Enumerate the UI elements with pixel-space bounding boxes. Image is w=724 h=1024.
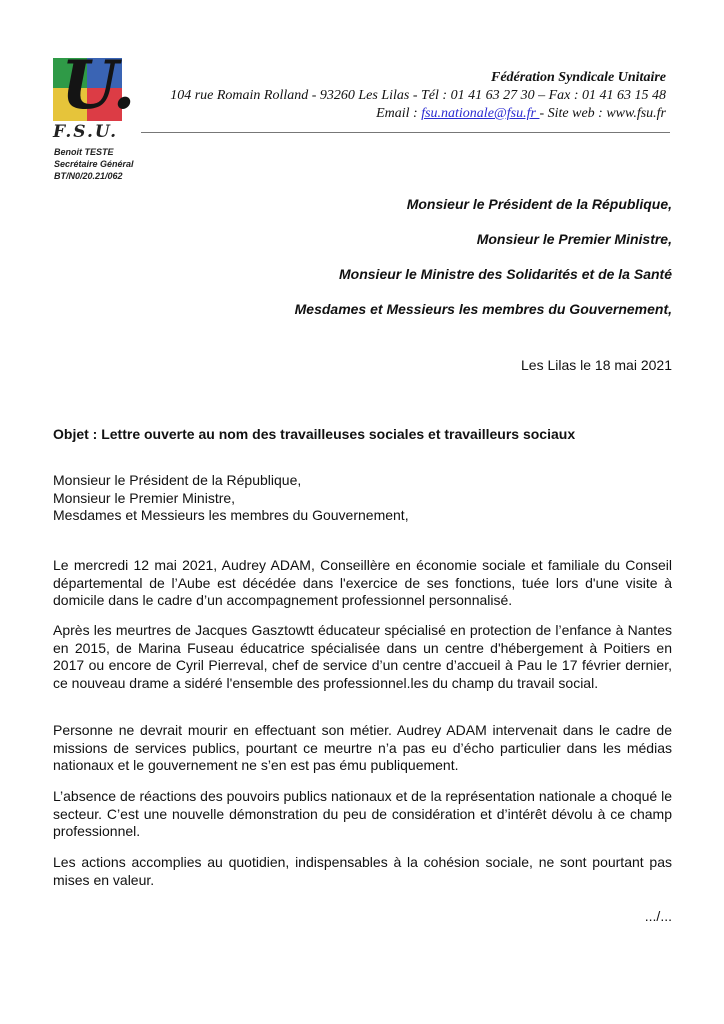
reference-number: BT/N0/20.21/062: [54, 171, 123, 181]
recipient: Monsieur le Président de la République,: [406, 196, 672, 212]
organization-name: Fédération Syndicale Unitaire: [491, 70, 666, 85]
recipients-block: [295, 196, 672, 336]
signatory-name: Benoit TESTE: [54, 147, 114, 157]
logo-letter: U.: [61, 46, 136, 124]
email-link[interactable]: fsu.nationale@fsu.fr: [421, 106, 540, 121]
contact-line: [170, 105, 666, 123]
salutation-line: Monsieur le Premier Ministre,: [53, 489, 236, 506]
salutation-line: Mesdames et Messieurs les membres du Gouvernement,: [53, 507, 409, 523]
recipient: Monsieur le Ministre des Solidarités et de la Santé: [339, 266, 672, 282]
fsu-logo: [53, 46, 136, 124]
recipient: Monsieur le Premier Ministre,: [476, 231, 672, 247]
header-divider: [141, 132, 670, 133]
signatory-title: Secrétaire Général: [54, 159, 134, 169]
email-label: Email :: [376, 106, 422, 121]
letter-date: Les Lilas le 18 mai 2021: [521, 357, 672, 373]
signatory-block: [54, 146, 134, 182]
paragraph: Personne ne devrait mourir en effectuant son métier. Audrey ADAM intervenait dans le cadre de missions de services publics, pourtant ce meurtre n’a pas eu d’écho particulier dans les médias nationaux et le gouvernement ne s’en est pas ému publiquement.: [53, 722, 672, 773]
website-text: - Site web : www.fsu.fr: [539, 106, 666, 121]
paragraph: Les actions accomplies au quotidien, indispensables à la cohésion sociale, ne sont pourtant pas mises en valeur.: [53, 854, 672, 888]
letterhead: [170, 69, 666, 123]
subject-line: Objet : Lettre ouverte au nom des travailleuses sociales et travailleurs sociaux: [53, 426, 576, 442]
paragraph: L’absence de réactions des pouvoirs publics nationaux et de la représentation nationale a choqué le secteur. C’est une nouvelle démonstration du peu de considération et d’intérêt dévolu à ce champ professionnel.: [53, 788, 672, 839]
paragraph: Après les meurtres de Jacques Gasztowtt éducateur spécialisé en protection de l’enfance à Nantes en 2015, de Marina Fuseau éducatrice spécialisée dans un centre d'hébergement à Poitiers en 2017 ou encore de Cyril Pierreval, chef de service d’un centre d’accueil à Pau le 17 février dernier, ce nouveau drame a sidéré l'ensemble des professionnel.les du champ du travail social.: [53, 622, 672, 691]
continuation-mark: .../...: [644, 908, 672, 924]
logo-acronym: F.S.U.: [53, 122, 119, 142]
address-line: 104 rue Romain Rolland - 93260 Les Lilas - Tél : 01 41 63 27 30 – Fax : 01 41 63 15 48: [170, 88, 666, 103]
paragraph: Le mercredi 12 mai 2021, Audrey ADAM, Conseillère en économie sociale et familiale du Conseil départemental de l’Aube est décédée dans l'exercice de ses fonctions, tuée lors d'une visite à domicile dans le cadre d’un accompagnement professionnel personnalisé.: [53, 557, 672, 608]
salutation-line: Monsieur le Président de la République,: [53, 472, 302, 488]
recipient: Mesdames et Messieurs les membres du Gouvernement,: [294, 301, 672, 317]
salutation: [53, 472, 672, 525]
